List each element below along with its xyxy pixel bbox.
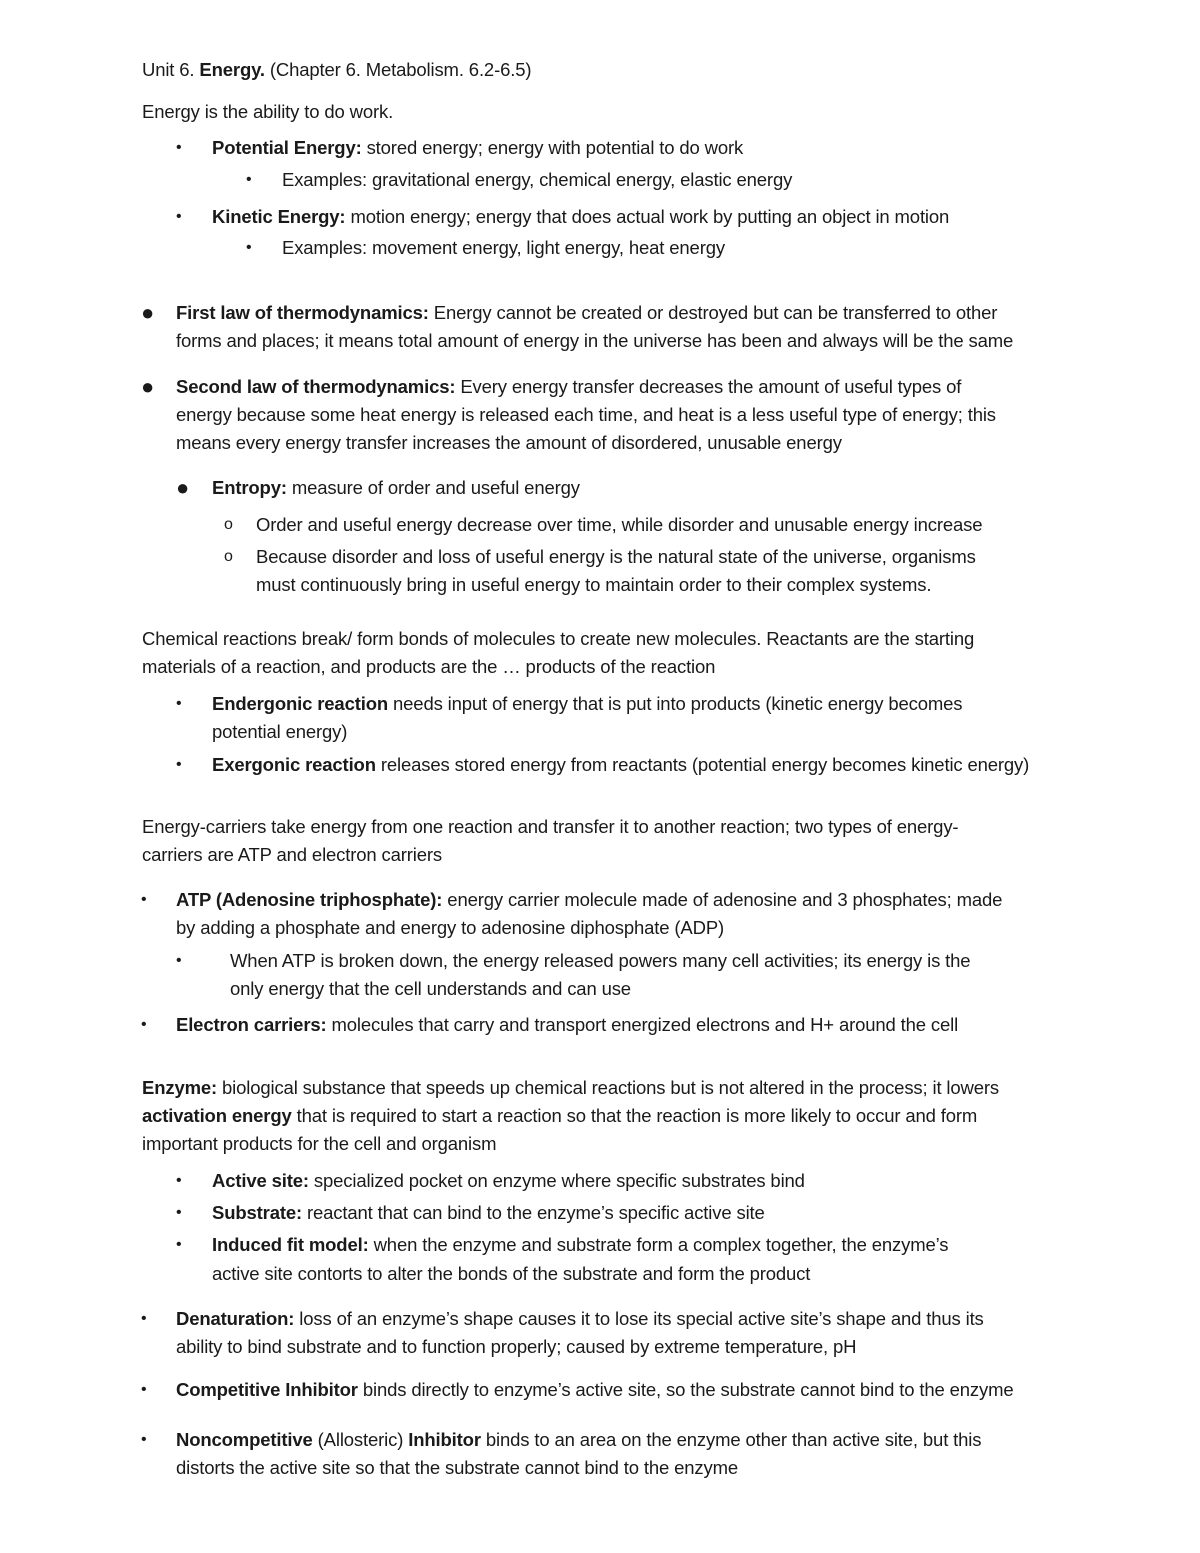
- bullet-icon: •: [176, 208, 182, 225]
- energy-carriers-line-2: carriers are ATP and electron carriers: [142, 844, 443, 865]
- entropy-sub-2-line-1: Because disorder and loss of useful energy is the natural state of the universe, organisms: [256, 546, 976, 567]
- first-law-line-2: forms and places; it means total amount of energy in the universe has been and always will be the same: [176, 330, 1014, 351]
- bullet-icon: ●: [141, 374, 155, 399]
- bullet-icon: •: [176, 139, 182, 156]
- bullet-icon: •: [141, 1016, 147, 1033]
- noncompetitive-inhibitor-line-1: Noncompetitive (Allosteric) Inhibitor binds to an area on the enzyme other than active site, but this: [176, 1429, 982, 1450]
- substrate-item: Substrate: reactant that can bind to the enzyme’s specific active site: [212, 1202, 765, 1223]
- competitive-inhibitor-item: Competitive Inhibitor binds directly to enzyme’s active site, so the substrate cannot bind to the enzyme: [176, 1379, 1014, 1400]
- endergonic-line-2: potential energy): [212, 721, 348, 742]
- bullet-icon: •: [141, 1310, 147, 1327]
- chem-reactions-line-1: Chemical reactions break/ form bonds of molecules to create new molecules. Reactants are the starting: [142, 628, 975, 649]
- first-law-line-1: First law of thermodynamics: Energy cannot be created or destroyed but can be transferred to other: [176, 302, 998, 323]
- bullet-icon: •: [176, 756, 182, 773]
- enzyme-line-2: activation energy that is required to start a reaction so that the reaction is more likely to occur and form: [142, 1105, 978, 1126]
- atp-sub-line-2: only energy that the cell understands and can use: [230, 978, 631, 999]
- bullet-icon: ●: [141, 300, 155, 325]
- kinetic-energy-item: Kinetic Energy: motion energy; energy that does actual work by putting an object in motion: [212, 206, 950, 227]
- page-title: Unit 6. Energy. (Chapter 6. Metabolism. 6.2-6.5): [142, 59, 532, 80]
- entropy-item: Entropy: measure of order and useful energy: [212, 477, 580, 498]
- enzyme-line-1: Enzyme: biological substance that speeds up chemical reactions but is not altered in the process; it lowers: [142, 1077, 999, 1098]
- bullet-icon: •: [176, 1236, 182, 1253]
- intro-line: Energy is the ability to do work.: [142, 101, 394, 122]
- bullet-icon: •: [246, 171, 252, 188]
- denaturation-line-1: Denaturation: loss of an enzyme’s shape causes it to lose its special active site’s shape and thus its: [176, 1308, 984, 1329]
- bullet-icon: •: [176, 695, 182, 712]
- atp-line-2: by adding a phosphate and energy to adenosine diphosphate (ADP): [176, 917, 725, 938]
- noncompetitive-inhibitor-line-2: distorts the active site so that the substrate cannot bind to the enzyme: [176, 1457, 738, 1478]
- kinetic-energy-examples: Examples: movement energy, light energy, heat energy: [282, 237, 725, 258]
- endergonic-line-1: Endergonic reaction needs input of energy that is put into products (kinetic energy becomes: [212, 693, 963, 714]
- atp-sub-line-1: When ATP is broken down, the energy released powers many cell activities; its energy is the: [230, 950, 971, 971]
- electron-carriers-item: Electron carriers: molecules that carry and transport energized electrons and H+ around the cell: [176, 1014, 959, 1035]
- exergonic-item: Exergonic reaction releases stored energy from reactants (potential energy becomes kinetic energy): [212, 754, 1030, 775]
- chem-reactions-line-2: materials of a reaction, and products are the … products of the reaction: [142, 656, 716, 677]
- bullet-icon: •: [141, 891, 147, 908]
- entropy-sub-1: Order and useful energy decrease over time, while disorder and unusable energy increase: [256, 514, 983, 535]
- bullet-icon: •: [176, 1172, 182, 1189]
- active-site-item: Active site: specialized pocket on enzyme where specific substrates bind: [212, 1170, 805, 1191]
- bullet-icon: •: [176, 952, 182, 969]
- induced-fit-line-2: active site contorts to alter the bonds of the substrate and form the product: [212, 1263, 811, 1284]
- enzyme-line-3: important products for the cell and organism: [142, 1133, 497, 1154]
- bullet-icon: ●: [176, 475, 190, 500]
- potential-energy-examples: Examples: gravitational energy, chemical energy, elastic energy: [282, 169, 793, 190]
- potential-energy-item: Potential Energy: stored energy; energy with potential to do work: [212, 137, 744, 158]
- circle-bullet-icon: o: [224, 548, 233, 565]
- bullet-icon: •: [246, 239, 252, 256]
- atp-line-1: ATP (Adenosine triphosphate): energy carrier molecule made of adenosine and 3 phosphates; made: [176, 889, 1003, 910]
- denaturation-line-2: ability to bind substrate and to function properly; caused by extreme temperature, pH: [176, 1336, 857, 1357]
- bullet-icon: •: [176, 1204, 182, 1221]
- second-law-line-1: Second law of thermodynamics: Every energy transfer decreases the amount of useful types of: [176, 376, 962, 397]
- circle-bullet-icon: o: [224, 516, 233, 533]
- bullet-icon: •: [141, 1431, 147, 1448]
- energy-carriers-line-1: Energy-carriers take energy from one reaction and transfer it to another reaction; two types of energy-: [142, 816, 959, 837]
- bullet-icon: •: [141, 1381, 147, 1398]
- second-law-line-3: means every energy transfer increases the amount of disordered, unusable energy: [176, 432, 842, 453]
- entropy-sub-2-line-2: must continuously bring in useful energy to maintain order to their complex systems.: [256, 574, 932, 595]
- induced-fit-line-1: Induced fit model: when the enzyme and substrate form a complex together, the enzyme’s: [212, 1234, 949, 1255]
- second-law-line-2: energy because some heat energy is released each time, and heat is a less useful type of energy; this: [176, 404, 996, 425]
